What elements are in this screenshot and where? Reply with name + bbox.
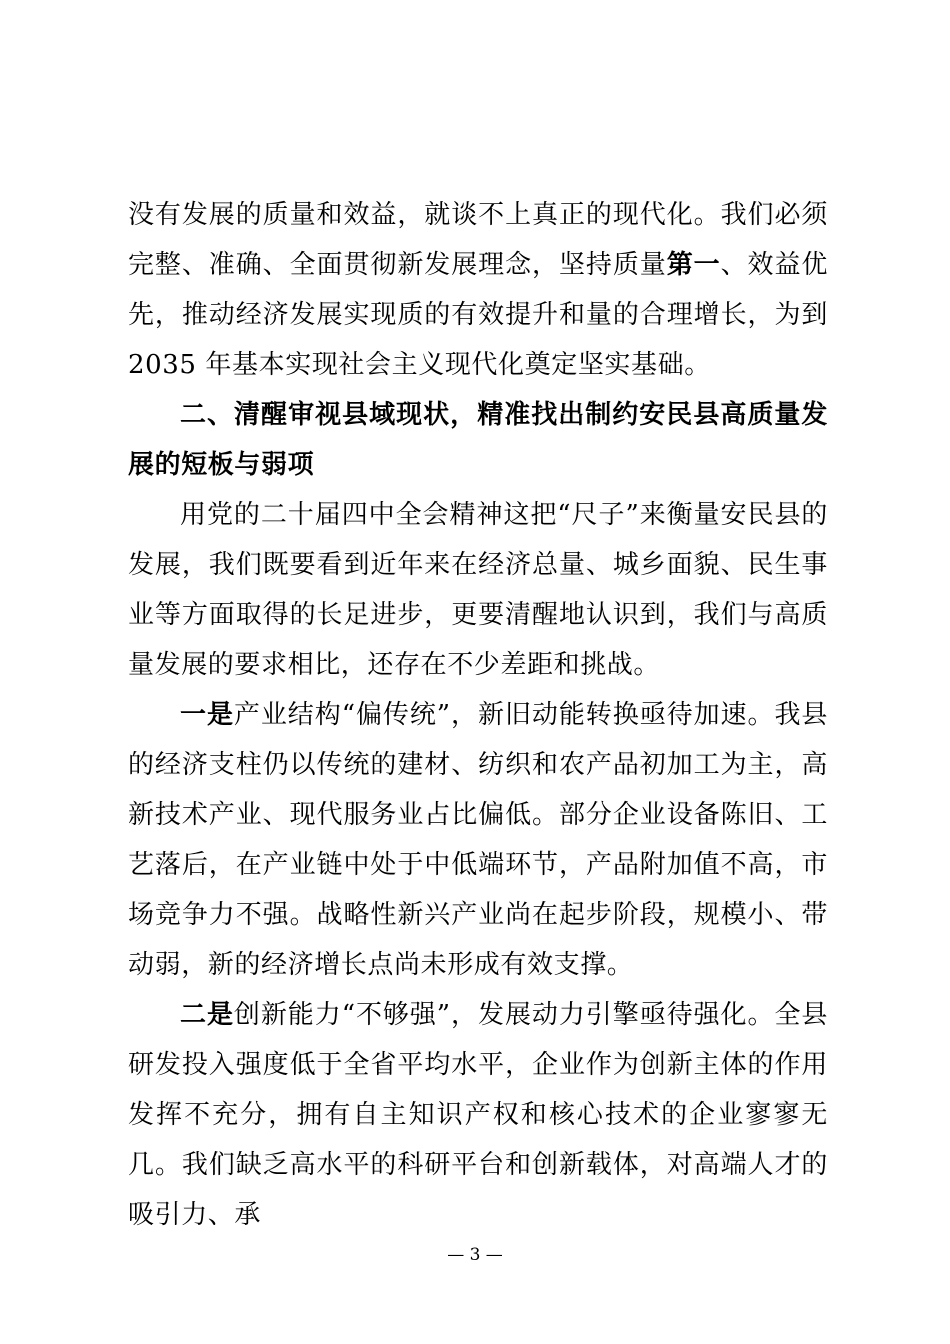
paragraph-intro xyxy=(128,490,828,690)
paragraph-text: 没有发展的质量和效益，就谈不上真正的现代化。我们必须完整、准确、全面贯彻新发展理念，坚持质量 xyxy=(128,200,828,280)
bold-emphasis: 第一 xyxy=(666,250,721,280)
paragraph-continuation xyxy=(128,190,828,390)
paragraph-point-two xyxy=(128,990,828,1240)
paragraph-text: 、效益优先，推动经济发展实现质的有效提升和量的合理增长，为到 2035 年基本实现社会主义现代化奠定坚实基础。 xyxy=(128,250,828,380)
paragraph-text: 用党的二十届四中全会精神这把“尺子”来衡量安民县的发展，我们既要看到近年来在经济总量、城乡面貌、民生事业等方面取得的长足进步，更要清醒地认识到，我们与高质量发展的要求相比，还存在不少差距和挑战。 xyxy=(128,500,828,680)
point-lead: 一是 xyxy=(180,700,234,730)
paragraph-text: 创新能力“不够强”，发展动力引擎亟待强化。全县研发投入强度低于全省平均水平，企业作为创新主体的作用发挥不充分，拥有自主知识产权和核心技术的企业寥寥无几。我们缺乏高水平的科研平台和创新载体，对高端人才的吸引力、承 xyxy=(128,1000,828,1230)
paragraph-text: 产业结构“偏传统”，新旧动能转换亟待加速。我县的经济支柱仍以传统的建材、纺织和农产品初加工为主，高新技术产业、现代服务业占比偏低。部分企业设备陈旧、工艺落后，在产业链中处于中低端环节，产品附加值不高，市场竞争力不强。战略性新兴产业尚在起步阶段，规模小、带动弱，新的经济增长点尚未形成有效支撑。 xyxy=(128,700,828,980)
page-number: — 3 — xyxy=(447,1245,503,1265)
section-heading: 二、清醒审视县域现状，精准找出制约安民县高质量发展的短板与弱项 xyxy=(128,400,828,480)
paragraph-point-one xyxy=(128,690,828,990)
document-body xyxy=(128,190,828,1240)
point-lead: 二是 xyxy=(180,1000,234,1030)
